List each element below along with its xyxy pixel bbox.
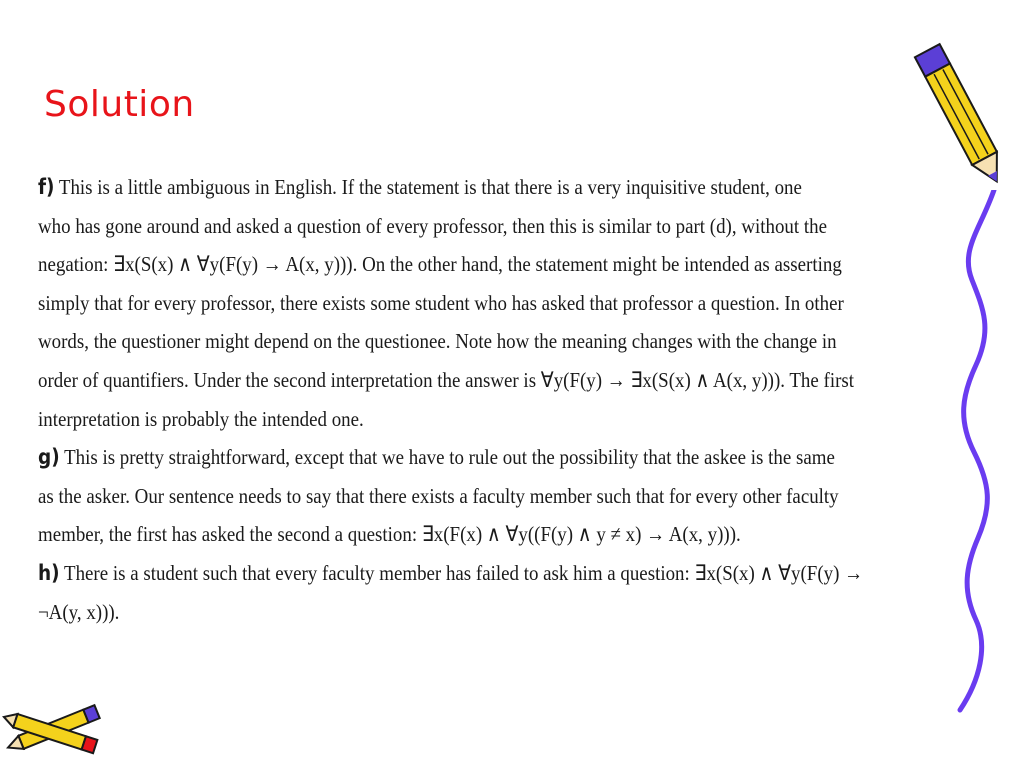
paragraph-line: order of quantifiers. Under the second interpretation the answer is ∀y(F(y) → ∃x(S(x) ∧ A(x, y))). The first bbox=[38, 367, 855, 392]
paragraph-line: as the asker. Our sentence needs to say that there exists a faculty member such that for every other faculty bbox=[38, 483, 839, 508]
part-label-h: h) bbox=[38, 560, 60, 585]
paragraph-line: g) This is pretty straightforward, except that we have to rule out the possibility that the askee is the same bbox=[38, 445, 835, 470]
decorative-squiggle-icon bbox=[950, 190, 1010, 720]
paragraph-line: ¬A(y, x))). bbox=[38, 599, 120, 624]
part-label-g: g) bbox=[38, 445, 60, 470]
part-label-f: f) bbox=[38, 175, 55, 199]
paragraph-line: f) This is a little ambiguous in English. If the statement is that there is a very inquisitive student, one bbox=[38, 175, 802, 199]
paragraph-line: member, the first has asked the second a question: ∃x(F(x) ∧ ∀y((F(y) ∧ y ≠ x) → A(x, y))). bbox=[38, 522, 741, 547]
paragraph-line: interpretation is probably the intended one. bbox=[38, 406, 364, 431]
paragraph-line: negation: ∃x(S(x) ∧ ∀y(F(y) → A(x, y))). On the other hand, the statement might be intended as asserting bbox=[38, 252, 842, 277]
slide-title: Solution bbox=[44, 84, 195, 125]
paragraph-line: h) There is a student such that every faculty member has failed to ask him a question: ∃x(S(x) ∧ ∀y(F(y) → bbox=[38, 560, 864, 585]
solution-text bbox=[38, 168, 939, 631]
paragraph-line: who has gone around and asked a question of every professor, then this is similar to part (d), without the bbox=[38, 213, 827, 238]
paragraph-line: simply that for every professor, there exists some student who has asked that professor a question. In other bbox=[38, 290, 844, 315]
pencils-icon bbox=[0, 692, 120, 768]
paragraph-line: words, the questioner might depend on the questionee. Note how the meaning changes with the change in bbox=[38, 329, 837, 354]
